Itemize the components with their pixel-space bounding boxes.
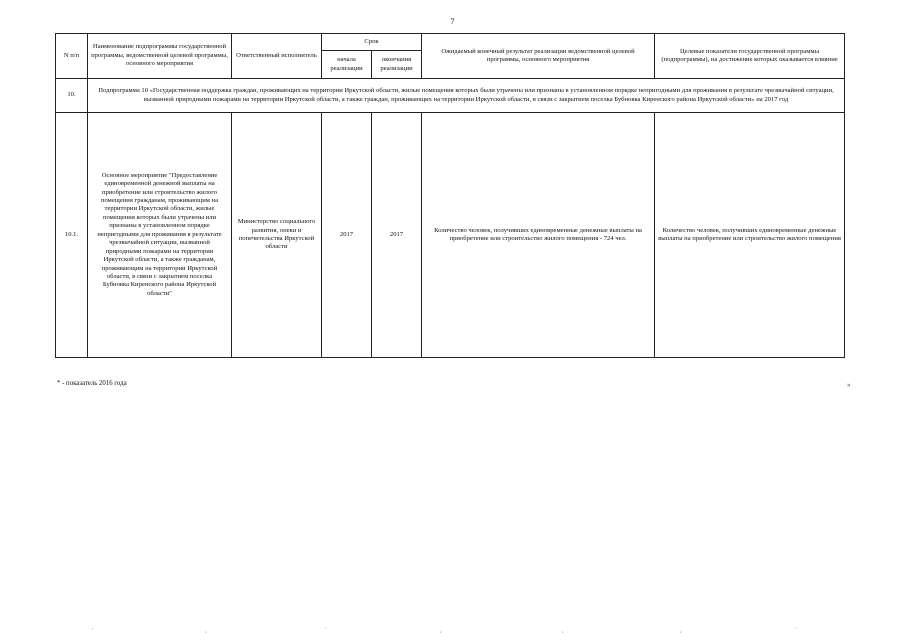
scan-speck: ,	[562, 628, 564, 634]
scan-speck: `	[795, 628, 797, 634]
program-table	[55, 33, 845, 358]
header-indicators: Целевые показатели государственной программы (подпрограммы), на достижение которых оказывается влияние	[655, 34, 845, 79]
header-end: окончания реализации	[372, 51, 422, 79]
header-row-top	[56, 34, 845, 51]
scan-speck: ,	[440, 628, 442, 634]
activity-row	[56, 113, 845, 358]
header-executor: Ответственный исполнитель	[232, 34, 322, 79]
header-result: Ожидаемый конечный результат реализации ведомственной целевой программы, основного мероприятия	[422, 34, 655, 79]
header-start: начала реализации	[322, 51, 372, 79]
activity-start: 2017	[322, 113, 372, 358]
page-number: 7	[450, 17, 455, 26]
header-period: Срок	[322, 34, 422, 51]
footnote: * - показатель 2016 года	[57, 380, 127, 387]
activity-indicator: Количество человек, получивших единовременные денежные выплаты на приобретение или строительство жилого помещения	[655, 113, 845, 358]
scan-artifacts	[0, 620, 905, 640]
header-num: N п/п	[56, 34, 88, 79]
activity-name: Основное мероприятие "Предоставление единовременной денежной выплаты на приобретение или строительство жилого помещения гражданам, проживающим на территории Иркутской области, жилые помещения которых были утрачены или признаны в установленном порядке непригодными для проживания в результате чрезвычайной ситуации, вызванной природными пожарами на территории Иркутской области, а также гражданам, проживающим на территории Иркутской области, в связи с закрытием поселка Бубновка Киренского района Иркутской области"	[88, 113, 232, 358]
subprogram-text: Подпрограмма 10 «Государственная поддержка граждан, проживающих на территории Иркутской области, жилые помещения которых были утрачены или признаны в установленном порядке непригодными для проживания в результате чрезвычайной ситуации, вызванной природными пожарами на территории Иркутской области, а также граждан, проживающих на территории Иркутской области, в связи с закрытием поселка Бубновка Киренского района Иркутской области» на 2017 год	[88, 79, 845, 113]
corner-mark: »	[847, 381, 851, 389]
activity-executor: Министерство социального развития, опеки и попечительства Иркутской области	[232, 113, 322, 358]
header-name: Наименование подпрограммы государственной программы, ведомственной целевой программы, основного мероприятия	[88, 34, 232, 79]
activity-num: 10.1.	[56, 113, 88, 358]
scan-speck: ,	[680, 628, 682, 634]
scan-speck: '	[92, 628, 94, 634]
activity-result: Количество человек, получивших единовременные денежные выплаты на приобретение или строительство жилого помещения - 724 чел.	[422, 113, 655, 358]
subprogram-row	[56, 79, 845, 113]
subprogram-num: 10.	[56, 79, 88, 113]
scan-speck: ,	[205, 628, 207, 634]
scan-speck: `	[325, 628, 327, 634]
activity-end: 2017	[372, 113, 422, 358]
